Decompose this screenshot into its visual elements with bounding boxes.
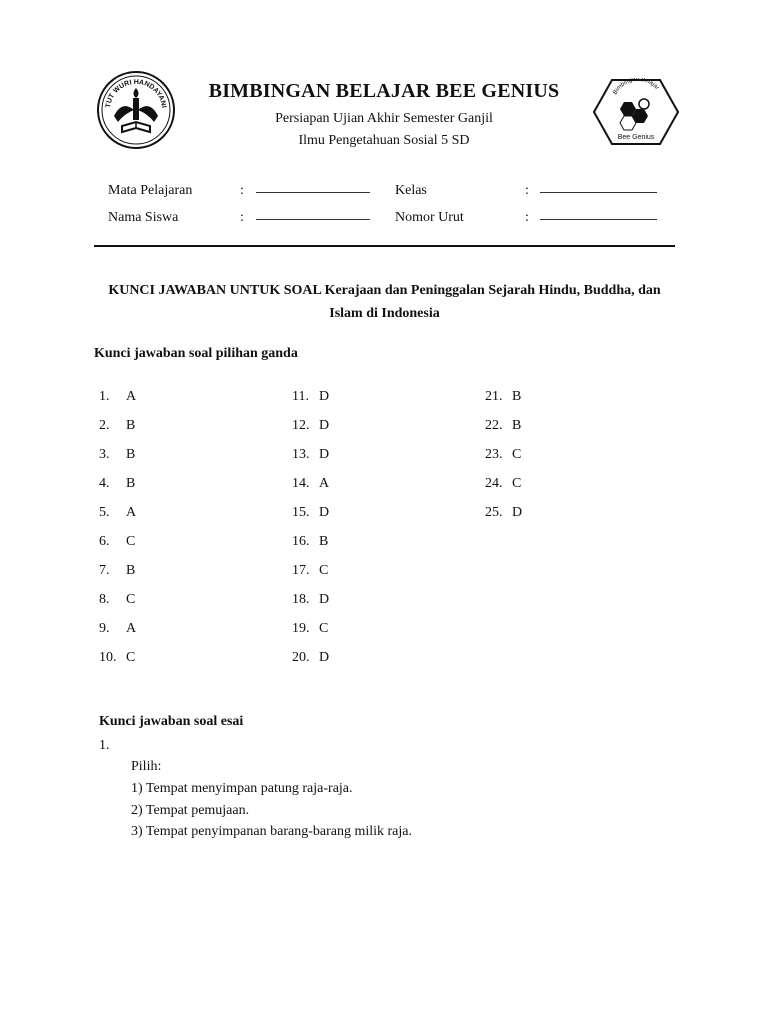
mc-letter: B	[126, 476, 136, 491]
essay-lead: Pilih:	[131, 759, 162, 774]
mc-number: 6.	[99, 534, 110, 549]
field-label-kelas: Kelas	[395, 183, 427, 198]
field-colon: :	[240, 210, 244, 225]
mc-letter: C	[512, 447, 522, 462]
mc-column-1	[99, 389, 249, 679]
mc-number: 18.	[292, 592, 310, 607]
mc-number: 20.	[292, 650, 310, 665]
mc-number: 1.	[99, 389, 110, 404]
essay-number: 1.	[99, 738, 110, 753]
mc-letter: B	[126, 563, 136, 578]
mc-number: 14.	[292, 476, 310, 491]
mc-letter: B	[512, 418, 522, 433]
essay-answer-item: 1) Tempat menyimpan patung raja-raja.	[131, 781, 353, 796]
answer-key-heading-prefix: KUNCI JAWABAN UNTUK SOAL	[108, 283, 322, 298]
mc-letter: C	[126, 650, 136, 665]
mc-letter: B	[512, 389, 522, 404]
mc-number: 3.	[99, 447, 110, 462]
mc-number: 7.	[99, 563, 110, 578]
mc-number: 15.	[292, 505, 310, 520]
mc-letter: B	[319, 534, 329, 549]
mc-column-2	[292, 389, 442, 679]
field-label-nomor-urut: Nomor Urut	[395, 210, 464, 225]
bee-genius-brand: Bee Genius	[617, 134, 655, 141]
mc-letter: C	[319, 621, 329, 636]
mc-number: 11.	[292, 389, 309, 404]
mc-number: 5.	[99, 505, 110, 520]
mc-letter: C	[512, 476, 522, 491]
answer-key-heading-topic: Kerajaan dan Peninggalan Sejarah Hindu, Buddha, dan Islam di Indonesia	[321, 283, 661, 321]
mc-letter: B	[126, 447, 136, 462]
mc-number: 9.	[99, 621, 110, 636]
mc-letter: D	[319, 389, 330, 404]
field-blank-nama-siswa[interactable]	[256, 219, 370, 220]
essay-answer-item: 3) Tempat penyimpanan barang-barang milik raja.	[131, 824, 412, 839]
mc-number: 10.	[99, 650, 117, 665]
mc-number: 21.	[485, 389, 503, 404]
field-label-nama-siswa: Nama Siswa	[108, 210, 179, 225]
essay-section-title: Kunci jawaban soal esai	[99, 714, 244, 729]
mc-number: 13.	[292, 447, 310, 462]
field-colon: :	[525, 183, 529, 198]
document-subtitle-exam: Persiapan Ujian Akhir Semester Ganjil	[275, 111, 493, 126]
mc-letter: D	[319, 418, 330, 433]
mc-letter: D	[512, 505, 523, 520]
mc-number: 17.	[292, 563, 310, 578]
field-blank-kelas[interactable]	[540, 192, 657, 193]
essay-answer-item: 2) Tempat pemujaan.	[131, 803, 250, 818]
mc-letter: D	[319, 650, 330, 665]
mc-letter: C	[126, 592, 136, 607]
mc-number: 24.	[485, 476, 503, 491]
mc-letter: D	[319, 592, 330, 607]
mc-letter: B	[126, 418, 136, 433]
field-label-mata-pelajaran: Mata Pelajaran	[108, 183, 193, 198]
mc-number: 16.	[292, 534, 310, 549]
answer-key-heading	[94, 279, 675, 325]
field-blank-nomor-urut[interactable]	[540, 219, 657, 220]
field-blank-mata-pelajaran[interactable]	[256, 192, 370, 193]
mc-letter: C	[319, 563, 329, 578]
mc-section-title: Kunci jawaban soal pilihan ganda	[94, 346, 298, 361]
mc-number: 19.	[292, 621, 310, 636]
mc-column-3	[485, 389, 635, 539]
mc-number: 8.	[99, 592, 110, 607]
field-colon: :	[240, 183, 244, 198]
mc-letter: A	[126, 389, 137, 404]
mc-letter: C	[126, 534, 136, 549]
mc-number: 25.	[485, 505, 503, 520]
bee-arc-text: Bimbingan Belajar	[612, 78, 660, 96]
mc-number: 22.	[485, 418, 503, 433]
mc-letter: A	[126, 621, 137, 636]
mc-letter: A	[319, 476, 330, 491]
mc-letter: D	[319, 447, 330, 462]
mc-number: 4.	[99, 476, 110, 491]
mc-letter: D	[319, 505, 330, 520]
field-colon: :	[525, 210, 529, 225]
seal-arc-text: TUT WURI HANDAYANI	[105, 78, 167, 109]
document-title: BIMBINGAN BELAJAR BEE GENIUS	[208, 80, 560, 102]
mc-number: 12.	[292, 418, 310, 433]
document-subtitle-subject: Ilmu Pengetahuan Sosial 5 SD	[298, 133, 470, 148]
mc-letter: A	[126, 505, 137, 520]
header-divider	[94, 245, 675, 247]
mc-number: 2.	[99, 418, 110, 433]
mc-number: 23.	[485, 447, 503, 462]
